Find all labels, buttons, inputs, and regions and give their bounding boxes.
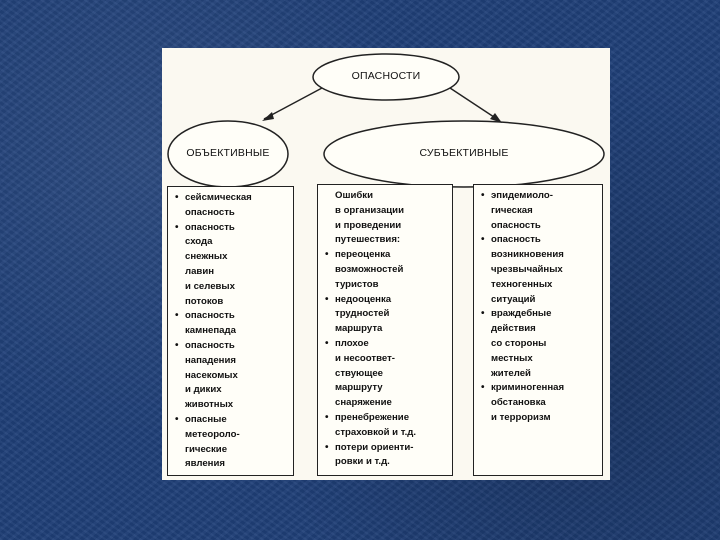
item-line: • потери ориенти- xyxy=(335,441,414,453)
intro-line: путешествия: xyxy=(335,234,401,246)
item-line: лавин xyxy=(185,265,215,277)
item-line: потоков xyxy=(185,295,224,307)
item-line: обстановка xyxy=(491,397,546,409)
objective-item xyxy=(174,339,289,413)
item-line: ситуаций xyxy=(491,293,536,305)
item-line: опасность xyxy=(185,206,235,218)
item-line: • плохое xyxy=(335,337,369,349)
middle-item xyxy=(324,337,448,411)
item-line: гические xyxy=(185,443,228,455)
right-item xyxy=(480,189,598,233)
subjective-label: СУБЪЕКТИВНЫЕ xyxy=(419,147,509,159)
middle-item xyxy=(324,248,448,292)
objective-list xyxy=(174,191,289,472)
subjective-middle-list xyxy=(324,248,448,470)
objective-item xyxy=(174,413,289,472)
item-line: • опасность xyxy=(185,221,235,233)
item-line: и селевых xyxy=(185,280,235,292)
intro-line: в организации xyxy=(335,204,404,216)
item-line: жителей xyxy=(491,367,531,379)
item-line: • враждебные xyxy=(491,308,552,320)
right-item xyxy=(480,307,598,381)
item-line: • пренебрежение xyxy=(335,411,410,423)
objective-box xyxy=(167,186,294,476)
intro-line: и проведении xyxy=(335,219,402,231)
item-line: возникновения xyxy=(491,249,564,261)
diagram-figure xyxy=(162,48,610,480)
item-line: трудностей xyxy=(335,308,390,320)
item-line: • недооценка xyxy=(335,293,392,305)
item-line: местных xyxy=(491,352,533,364)
item-line: камнепада xyxy=(185,325,236,337)
subjective-middle-box xyxy=(317,184,453,476)
item-line: снаряжение xyxy=(335,397,392,409)
objective-item xyxy=(174,221,289,310)
item-line: явления xyxy=(185,458,225,470)
item-line: и несоответ- xyxy=(335,352,395,364)
objective-label: ОБЪЕКТИВНЫЕ xyxy=(186,147,270,159)
right-item xyxy=(480,381,598,425)
right-item xyxy=(480,233,598,307)
item-line: маршруту xyxy=(335,382,383,394)
middle-intro xyxy=(324,189,448,248)
item-line: со стороны xyxy=(491,337,547,349)
item-line: • сейсмическая xyxy=(185,192,252,203)
item-line: насекомых xyxy=(185,369,238,381)
item-line: • опасность xyxy=(491,234,541,246)
subjective-right-list xyxy=(480,189,598,426)
item-line: возможностей xyxy=(335,263,404,275)
middle-item xyxy=(324,441,448,471)
item-line: страховкой и т.д. xyxy=(335,426,417,438)
root-label: ОПАСНОСТИ xyxy=(351,70,421,82)
middle-item xyxy=(324,293,448,337)
item-line: и терроризм xyxy=(491,411,551,423)
objective-item xyxy=(174,191,289,221)
item-line: туристов xyxy=(335,278,379,290)
arrow-head-left xyxy=(262,112,274,121)
item-line: опасность xyxy=(491,219,541,231)
objective-item xyxy=(174,309,289,339)
item-line: нападения xyxy=(185,354,236,366)
item-line: схода xyxy=(185,236,213,248)
item-line: • опасность xyxy=(185,339,235,351)
item-line: техногенных xyxy=(491,278,553,290)
item-line: • опасность xyxy=(185,310,235,322)
item-line: ствующее xyxy=(335,367,383,379)
item-line: действия xyxy=(491,323,536,335)
item-line: • опасные xyxy=(185,413,227,425)
item-line: чрезвычайных xyxy=(491,263,563,275)
item-line: и диких xyxy=(185,384,222,396)
item-line: ровки и т.д. xyxy=(335,456,390,468)
item-line: снежных xyxy=(185,251,228,263)
item-line: животных xyxy=(185,399,234,411)
arrow-to-objective xyxy=(264,88,322,119)
subjective-right-box xyxy=(473,184,603,476)
intro-line: Ошибки xyxy=(335,190,373,201)
item-line: маршрута xyxy=(335,323,383,335)
middle-item xyxy=(324,411,448,441)
item-line: гическая xyxy=(491,204,533,216)
item-line: • эпидемиоло- xyxy=(491,190,553,201)
item-line: • переоценка xyxy=(335,249,391,261)
item-line: • криминогенная xyxy=(491,382,565,394)
item-line: метеороло- xyxy=(185,428,240,440)
